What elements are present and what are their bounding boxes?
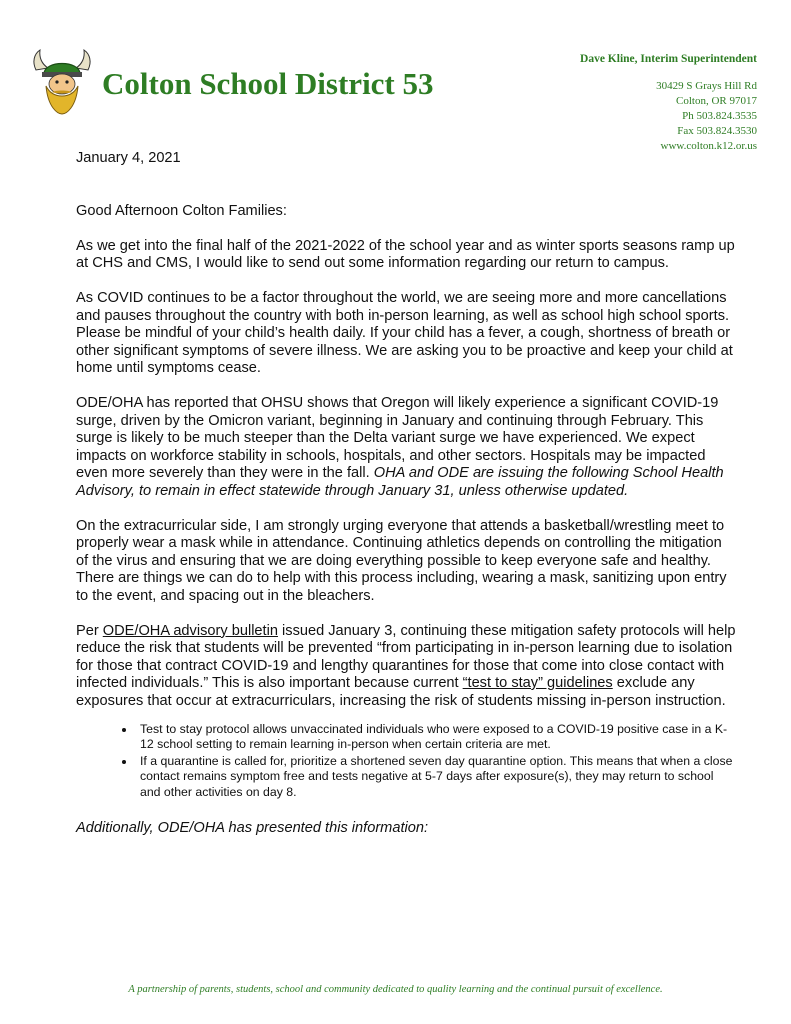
health-advisory-note: OHA and ODE are issuing the following School Health Advisory, to remain in effect statewide through January 31, unless otherwise updated. [76,465,724,499]
bulletin-text-c: exclude any exposures that occur at extracurriculars, increasing the risk of students missing in-person instruction. [76,675,726,709]
greeting: Good Afternoon Colton Families: [76,202,287,219]
letter-date: January 4, 2021 [76,150,181,166]
surge-text: ODE/OHA has reported that OHSU shows that Oregon will likely experience a significant COVID-19 surge, driven by the Omicron variant, beginning in January and continuing through February. This surge is likely to be much steeper than the Delta variant surge we have experienced. We expect impacts on workforce stability in schools, hospitals, and other sectors. Hospitals may be impacted even more severely than they were in the fall. [76,395,719,481]
address-line1: 30429 S Grays Hill Rd [656,80,757,92]
closing-line: Additionally, ODE/OHA has presented this information: [76,820,429,836]
superintendent-name: Dave Kline, Interim Superintendent [580,53,757,65]
phone-number: Ph 503.824.3535 [682,110,757,122]
district-name: Colton School District 53 [102,66,434,101]
contact-block [580,52,757,154]
viking-mascot-icon [28,48,96,116]
letter-body [76,150,736,855]
address-line2: Colton, OR 97017 [676,95,757,107]
fax-number: Fax 503.824.3530 [677,125,757,137]
paragraph-omicron-surge [76,395,736,500]
paragraph-extracurricular: On the extracurricular side, I am strongly urging everyone that attends a basketball/wrestling meet to properly wear a mask while in attendance. Continuing athletics depends on controlling the mitigation of the virus and ensuring that we are doing everything possible to keep everyone safe and healthy. There are things we can do to help with this process including, wearing a mask, sanitizing upon entry to the event, and spacing out in the bleachers. [76,517,727,604]
bulletin-text-b: issued January 3, continuing these mitigation safety protocols will help reduce the risk that students will be prevented “from participating in in-person learning due to isolation for those that contract COVID-19 and lengthy quarantines for those that come into close contact with infected individuals.” This is also important because current [76,622,736,691]
list-item: • If a quarantine is called for, prioritize a shortened seven day quarantine option. This means that when a close contact remains symptom free and tests negative at 5-7 days after exposure(s), they may return to school and other activities on day 8. [136,754,736,801]
footer-motto: A partnership of parents, students, school and community dedicated to quality learning and the continual pursuit of excellence. [128,984,663,995]
list-item: • Test to stay protocol allows unvaccinated individuals who were exposed to a COVID-19 positive case in a K-12 school setting to remain learning in-person when certain criteria are met. [136,722,736,753]
advisory-bulletin-link[interactable]: ODE/OHA advisory bulletin [102,622,278,639]
website-url: www.colton.k12.or.us [660,140,757,152]
test-to-stay-link[interactable]: “test to stay” guidelines [462,675,613,691]
bulletin-text-a: Per [76,622,103,639]
protocol-list [76,722,736,801]
paragraph-return-to-campus: As we get into the final half of the 2021-2022 of the school year and as winter sports seasons ramp up at CHS and CMS, I would like to send out some information regarding our return to campus. [76,237,735,271]
paragraph-covid-health: As COVID continues to be a factor throughout the world, we are seeing more and more cancellations and pauses throughout the country with both in-person learning, as well as school high school sports. Please be mindful of your child’s health daily. If your child has a fever, a cough, shortness of breath or other significant symptoms of severe illness. We are asking you to be proactive and keep your child at home until symptoms cease. [76,290,733,376]
paragraph-advisory-bulletin [76,623,736,711]
